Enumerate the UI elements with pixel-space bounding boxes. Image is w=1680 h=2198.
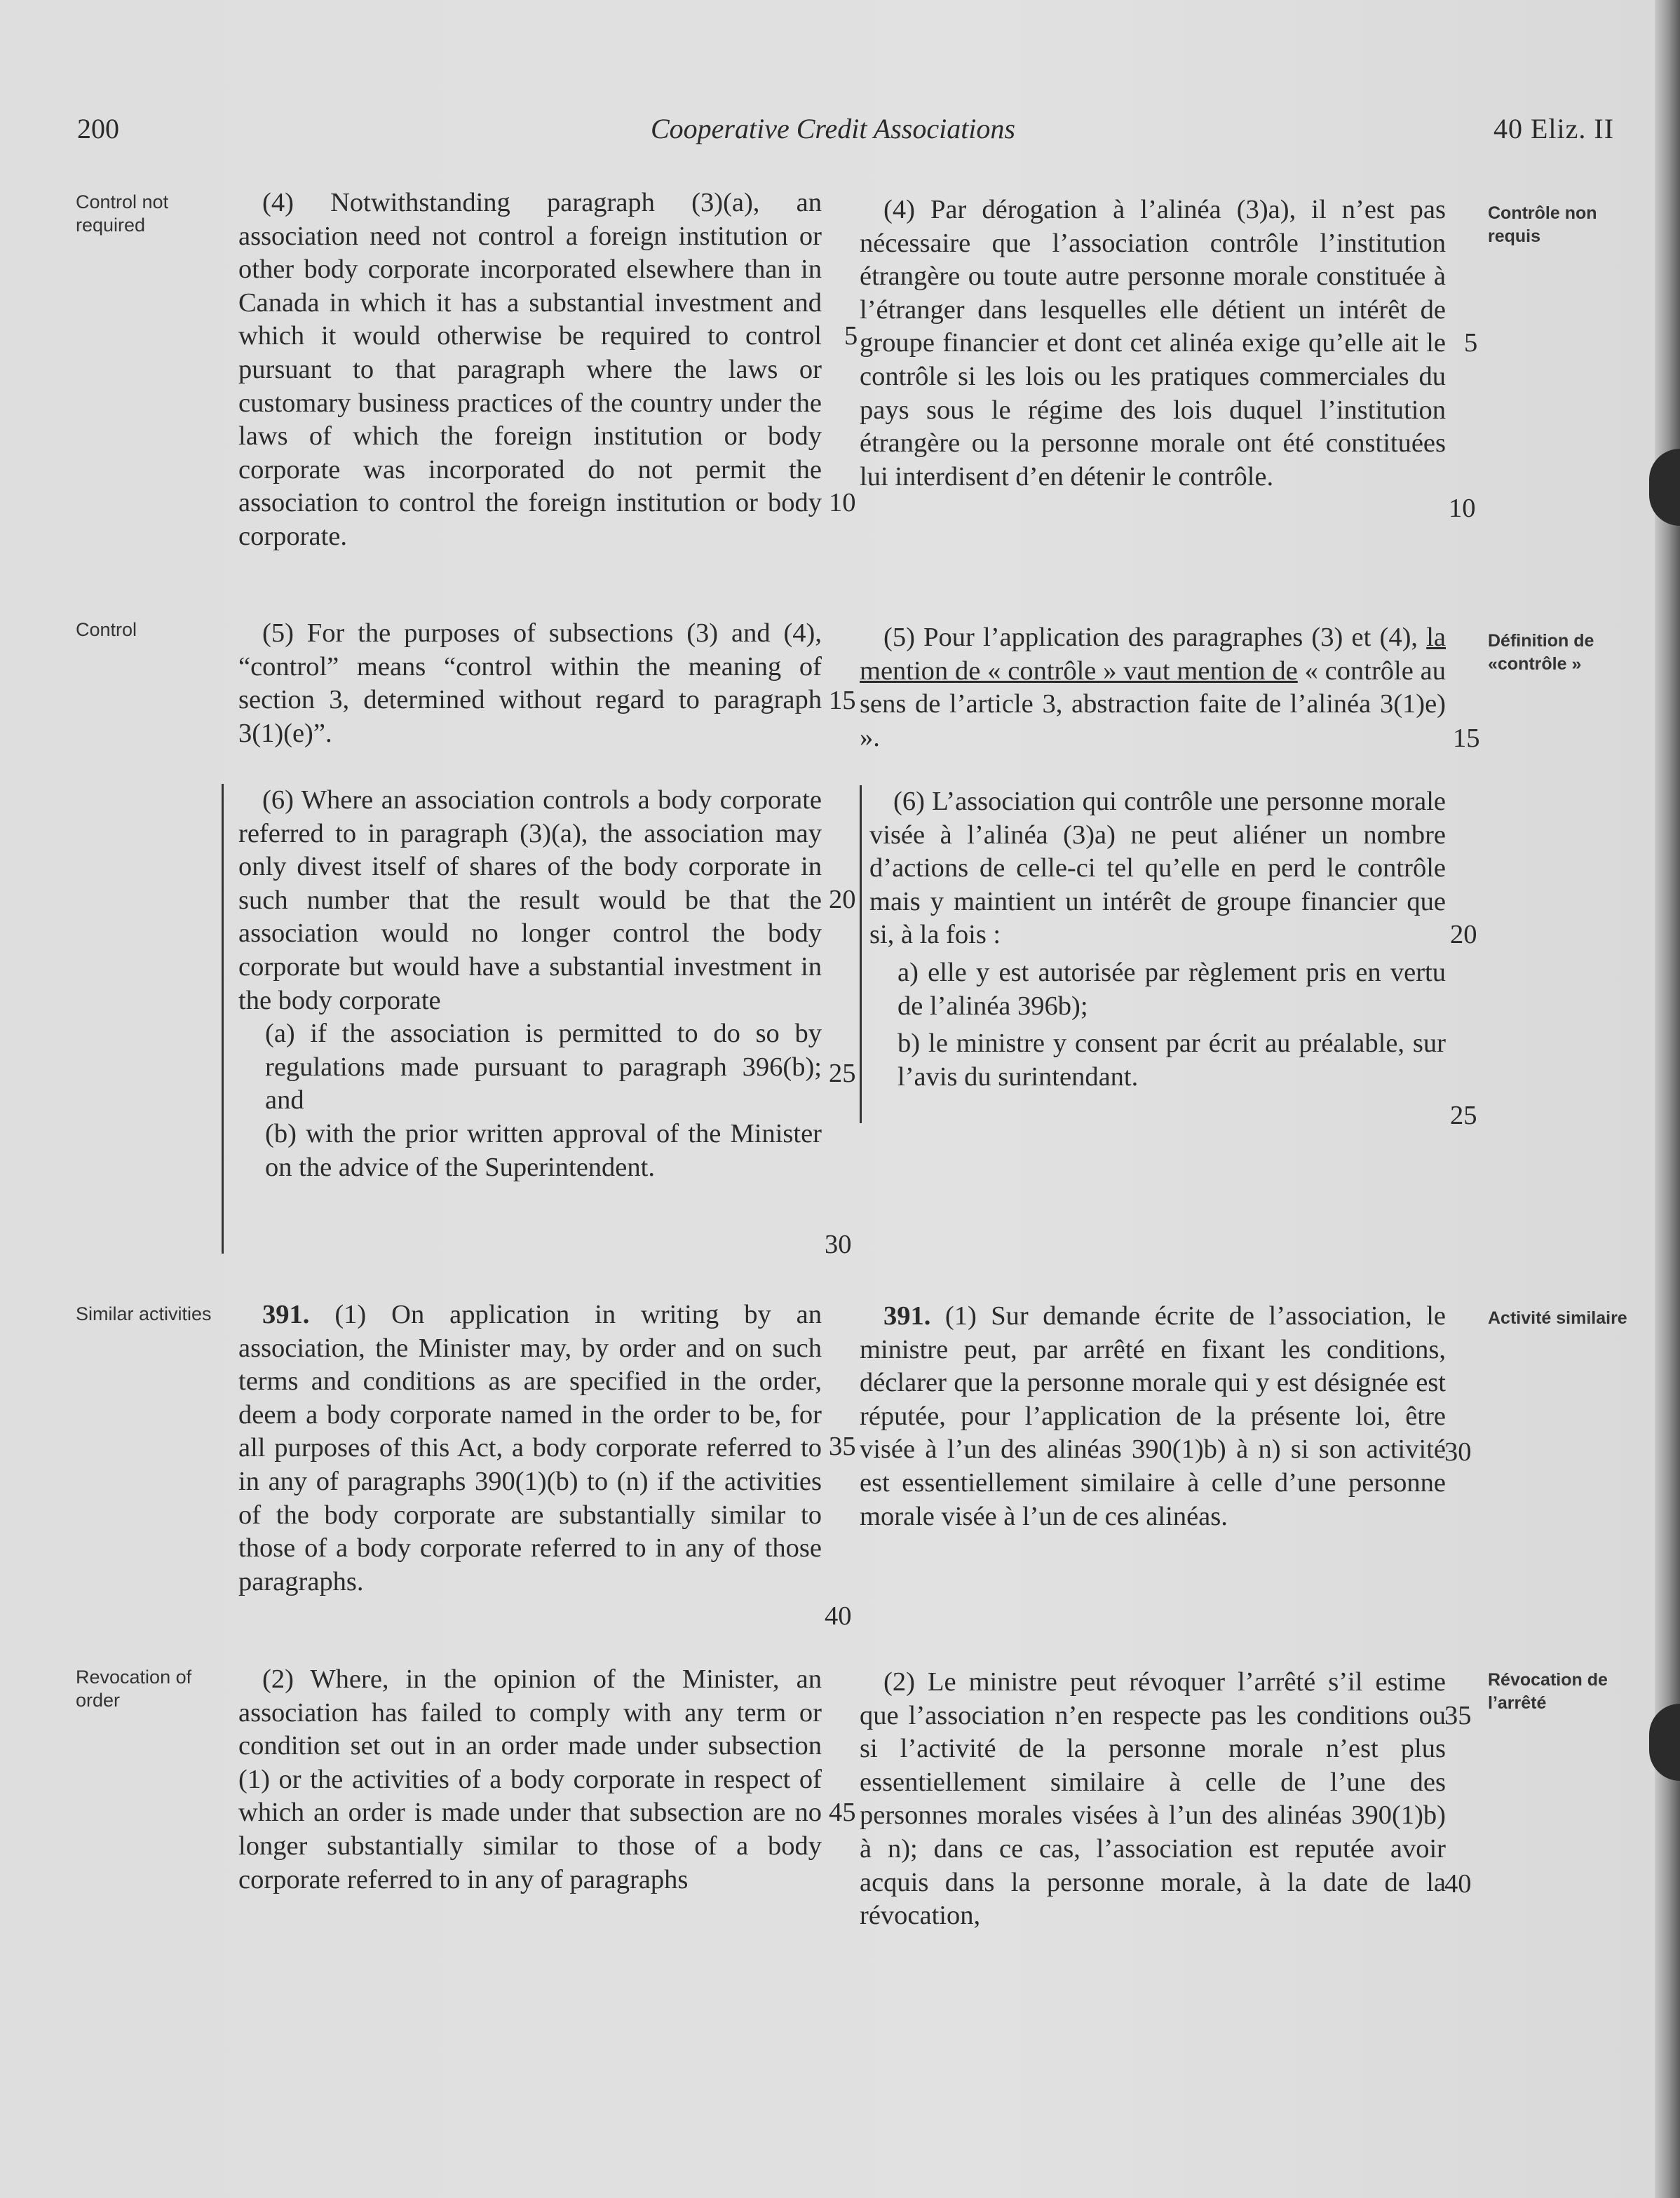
- en-section-391-2: [238, 1663, 822, 1897]
- line-number: 35: [829, 1432, 856, 1461]
- line-number: 20: [829, 885, 856, 914]
- margin-note-control-not-required: Control not required: [76, 191, 169, 236]
- fr-paragraph-391-1: 391. (1) Sur demande écrite de l’association, le ministre peut, par arrêté en fixant les conditions, déclarer que la personne morale qui y est désignée est réputée, pour l’application de la présente loi, être visée à l’un des alinéas 390(1)b) à n) si son activité est essentiellement similaire à celle d’une personne morale visée à l’un de ces alinéas.: [860, 1301, 1446, 1531]
- volume-reference: 40 Eliz. II: [1493, 113, 1615, 144]
- line-number: 10: [829, 488, 856, 517]
- line-number: 40: [825, 1601, 852, 1631]
- line-number: 30: [825, 1230, 852, 1259]
- fr-section-391-1: [860, 1300, 1446, 1533]
- page-edge: [1655, 0, 1680, 2198]
- fr-paragraph-4: (4) Par dérogation à l’alinéa (3)a), il n’est pas nécessaire que l’association contrôle l’institution étrangère ou toute autre personne morale constituée à l’étranger dans lesquelles elle détient un intérêt de groupe financier et dont cet alinéa exige qu’elle ait le contrôle si les lois ou les pratiques commerciales du pays sous le régime des lois duquel l’institution étrangère ou la personne morale ont été constituées lui interdisent d’en détenir le contrôle.: [860, 195, 1446, 491]
- en-paragraph-6: (6) Where an association controls a body corporate referred to in paragraph (3)(a), the association may only divest itself of shares of the body corporate in such number that the result would be that the association would no longer control the body corporate but would have a substantial investment in the body corporate: [238, 785, 822, 1015]
- en-paragraph-5: (5) For the purposes of subsections (3) and (4), “control” means “control within the meaning of section 3, determined without regard to paragraph 3(1)(e)”.: [238, 618, 822, 748]
- line-number: 35: [1444, 1701, 1472, 1730]
- margin-note-definition-controle: Définition de «contrôle »: [1488, 631, 1594, 674]
- margin-note-controle-non-requis: Contrôle non requis: [1488, 203, 1597, 246]
- fr-subsection-5: [860, 621, 1446, 754]
- line-number: 25: [829, 1059, 856, 1088]
- amendment-bar-fr: [860, 785, 862, 1123]
- amendment-bar-en: [222, 784, 224, 1254]
- fr-section-number-391: 391.: [883, 1301, 931, 1331]
- line-number: 40: [1444, 1869, 1472, 1899]
- en-paragraph-391-1: 391. (1) On application in writing by an association, the Minister may, by order and on such terms and conditions as are specified in the order, deem a body corporate named in the order to be, for all purposes of this Act, a body corporate referred to in any of paragraphs 390(1)(b) to (n) if the activities of the body corporate are substantially similar to those of a body corporate referred to in any of those paragraphs.: [238, 1300, 822, 1596]
- en-subsection-6: [238, 784, 822, 1184]
- en-paragraph-391-2: (2) Where, in the opinion of the Minister, an association has failed to comply with any term or condition set out in an order made under subsection (1) or the activities of a body corporate in respect of which an order is made under that subsection are no longer substantially similar to those of a body corporate referred to in any of paragraphs: [238, 1664, 822, 1894]
- page-number: 200: [77, 113, 119, 144]
- margin-note-similar-activities: Similar activities: [76, 1303, 212, 1324]
- en-subsection-4: [238, 186, 822, 554]
- en-paragraph-6a: (a) if the association is permitted to do so by regulations made pursuant to paragraph 396(b); and: [265, 1019, 822, 1115]
- fr-paragraph-6a: a) elle y est autorisée par règlement pris en vertu de l’alinéa 396b);: [897, 957, 1446, 1021]
- line-number: 15: [829, 686, 856, 715]
- running-title: Cooperative Credit Associations: [651, 113, 1015, 144]
- en-section-391-1: [238, 1298, 822, 1599]
- line-number: 20: [1450, 920, 1477, 949]
- amended-text-underline: la mention de « contrôle » vaut mention de: [860, 623, 1446, 686]
- margin-note-activite-similaire: Activité similaire: [1488, 1308, 1627, 1328]
- line-number: 30: [1444, 1437, 1472, 1467]
- line-number: 10: [1449, 494, 1476, 523]
- line-number: 45: [829, 1798, 856, 1827]
- fr-section-391-2: [860, 1666, 1446, 1933]
- margin-note-revocation-arrete: Révocation de l’arrêté: [1488, 1670, 1608, 1713]
- margin-note-control: Control: [76, 619, 137, 640]
- fr-paragraph-6: (6) L’association qui contrôle une personne morale visée à l’alinéa (3)a) ne peut aliéner un nombre d’actions de celle-ci tel qu’elle en perd le contrôle mais y maintient un intérêt de groupe financier que si, à la fois :: [869, 787, 1446, 950]
- fr-paragraph-5: (5) Pour l’application des paragraphes (3) et (4), la mention de « contrôle » vaut mention de « contrôle au sens de l’article 3, abstraction faite de l’alinéa 3(1)e) ».: [860, 623, 1446, 752]
- line-number: 5: [1464, 328, 1478, 358]
- fr-subsection-4: [860, 194, 1446, 494]
- en-section-number-391: 391.: [262, 1300, 310, 1329]
- en-paragraph-4: (4) Notwithstanding paragraph (3)(a), an association need not control a foreign institution or other body corporate incorporated elsewhere than in Canada in which it has a substantial investment and which it would otherwise be required to control pursuant to that paragraph where the laws or customary business practices of the country under the laws of which the foreign institution or body corporate was incorporated do not permit the association to control the foreign institution or body corporate.: [238, 188, 822, 551]
- line-number: 25: [1450, 1101, 1477, 1130]
- fr-paragraph-6b: b) le ministre y consent par écrit au préalable, sur l’avis du surintendant.: [897, 1029, 1446, 1092]
- en-subsection-5: [238, 617, 822, 750]
- line-number: 5: [844, 321, 858, 351]
- en-paragraph-6b: (b) with the prior written approval of the Minister on the advice of the Superintendent.: [265, 1118, 822, 1182]
- fr-subsection-6: [869, 785, 1446, 1094]
- margin-note-revocation: Revocation of order: [76, 1667, 192, 1711]
- fr-paragraph-391-2: (2) Le ministre peut révoquer l’arrêté s’il estime que l’association n’en respecte pas les conditions ou si l’activité de la personne morale n’est plus essentiellement similaire à celle de l’une des personnes morales visées à l’un des alinéas 390(1)b) à n); dans ce cas, l’association est reputée avoir acquis dans la personne morale, à la date de la révocation,: [860, 1667, 1446, 1931]
- line-number: 15: [1453, 724, 1480, 753]
